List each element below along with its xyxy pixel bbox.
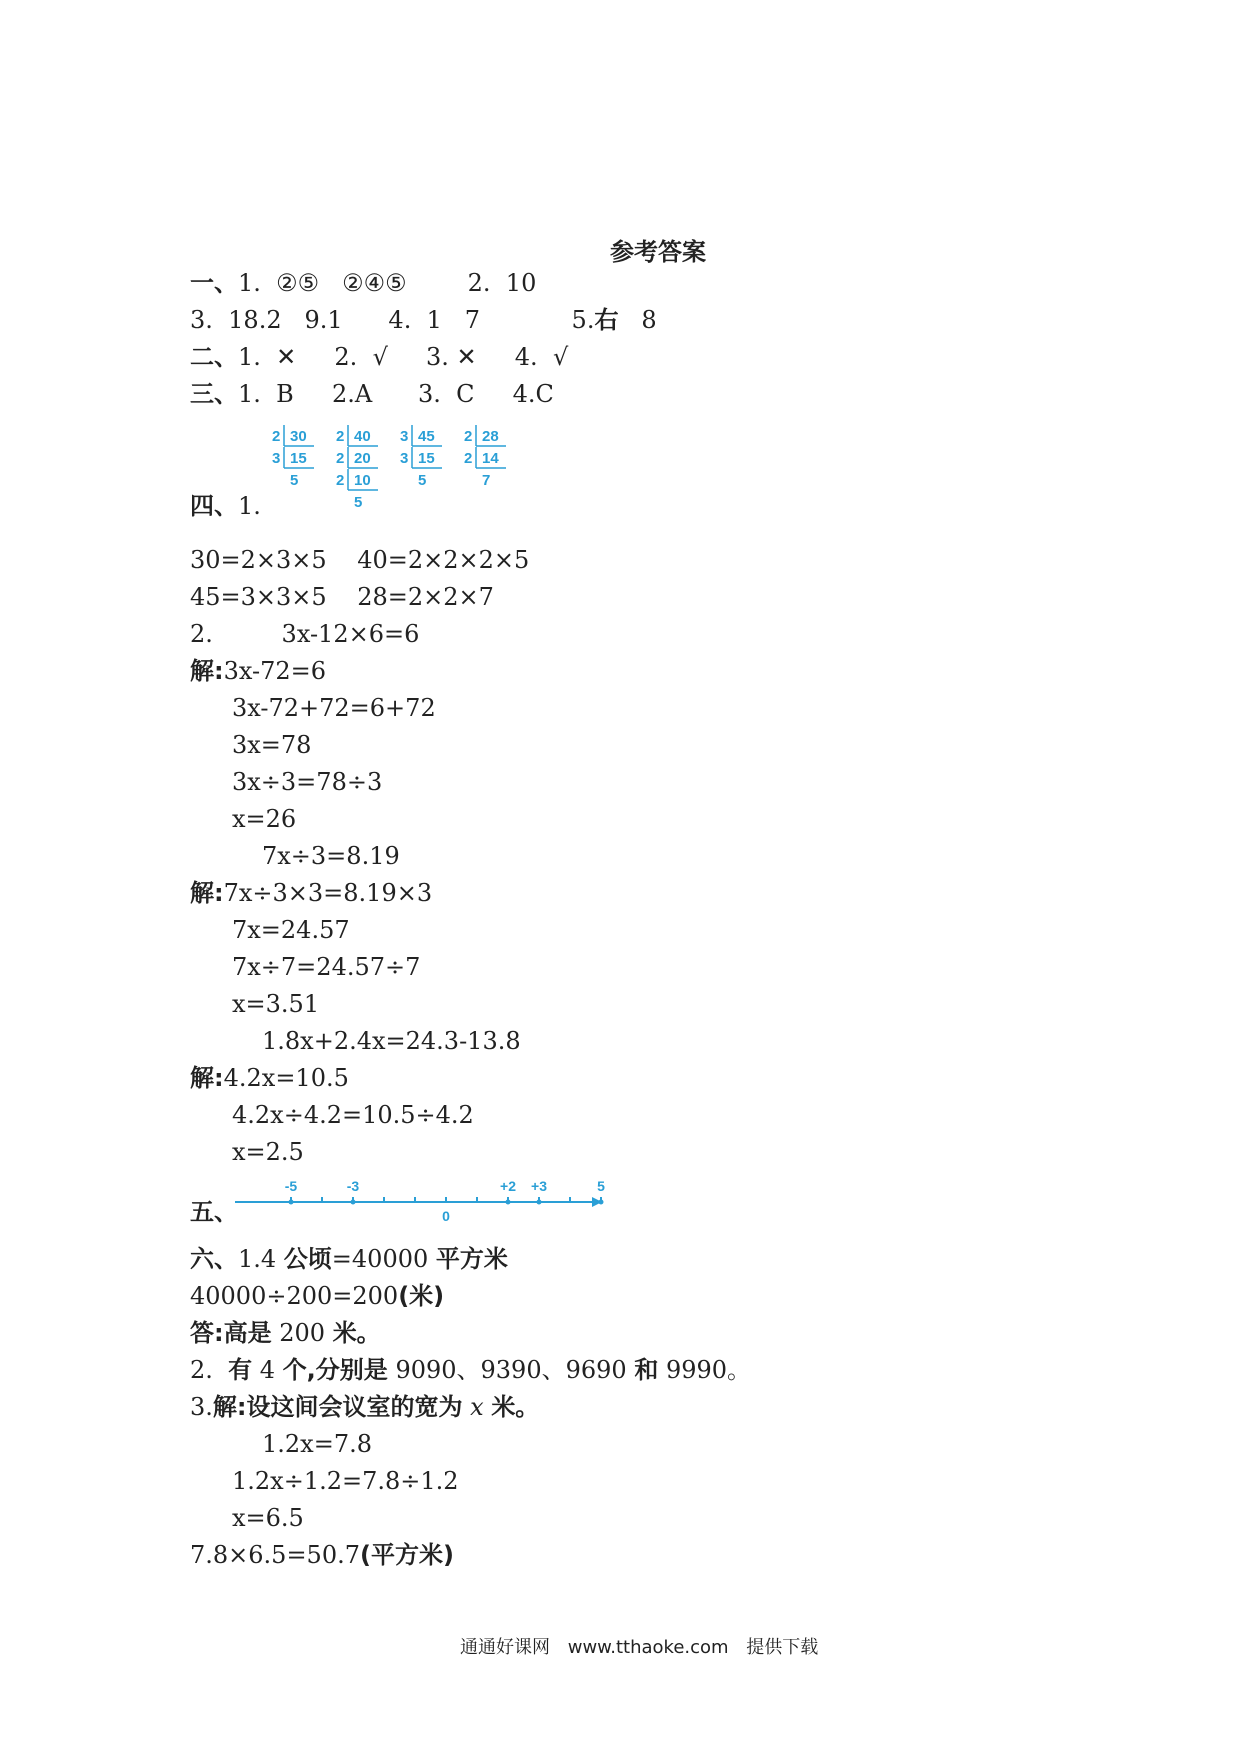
section-1-answer-8: 8 [618, 306, 657, 334]
section-6-line-2 [190, 1281, 444, 1311]
section-6-line-1 [190, 1244, 508, 1274]
divisor-0-0: 2 [272, 428, 281, 445]
t: 和 [634, 1356, 659, 1384]
dividend-3-1: 14 [482, 450, 499, 467]
section-3-answers: 1. B 2.A 3. C 4.C [238, 380, 554, 408]
t: 2. [190, 1356, 229, 1384]
section-1-line-2 [190, 305, 657, 335]
t: 9090、9390、9690 [387, 1356, 635, 1384]
divisor-0-1: 3 [272, 450, 281, 467]
footer-url[interactable]: www.tthaoke.com [567, 1637, 729, 1658]
divisor-2-0: 3 [400, 428, 409, 445]
solve-3-step-1 [190, 1063, 349, 1093]
t: 9990。 [658, 1356, 752, 1384]
section-2-answers: 1. ✕ 2. √ 3. ✕ 4. √ [238, 343, 569, 371]
dividend-1-3: 5 [354, 494, 363, 511]
dividend-2-0: 45 [418, 428, 435, 445]
t: 米。 [332, 1319, 381, 1347]
t: 3. [190, 1393, 213, 1421]
dividend-0-1: 15 [290, 450, 307, 467]
step: 7x÷3×3=8.19×3 [223, 879, 433, 907]
t: (平方米) [360, 1541, 454, 1569]
divisor-3-0: 2 [464, 428, 473, 445]
section-3-label: 三、 [190, 380, 238, 408]
divisor-1-2: 2 [336, 472, 345, 489]
label--5: -5 [284, 1180, 298, 1194]
t: 解:设这间会议室的宽为 [212, 1393, 463, 1421]
section-6-line-6 [190, 1540, 454, 1570]
t: 米。 [491, 1393, 540, 1421]
dividend-2-1: 15 [418, 450, 435, 467]
solve-3-step-2: 4.2x÷4.2=10.5÷4.2 [232, 1101, 474, 1129]
footer-suffix: 提供下载 [746, 1637, 819, 1658]
label-+3: +3 [531, 1180, 547, 1194]
section-6-line-5 [190, 1392, 539, 1422]
point-+3 [537, 1200, 542, 1205]
section-4-q1: 1. [238, 492, 261, 520]
dividend-2-2: 5 [418, 472, 427, 489]
solve-1-step-1 [190, 656, 326, 686]
dividend-1-2: 10 [354, 472, 371, 489]
solve-2-step-4: x=3.51 [232, 990, 320, 1018]
solve-1-step-3: 3x=78 [232, 731, 312, 759]
t: 7.8×6.5=50.7 [190, 1541, 360, 1569]
section-6-eq-1: 1.2x=7.8 [262, 1430, 372, 1458]
solve-3-step-3: x=2.5 [232, 1138, 304, 1166]
number-line [230, 1180, 610, 1240]
solve-label: 解: [190, 1064, 224, 1092]
t: 平方米 [435, 1245, 508, 1273]
section-1-answers-2: 3. 18.2 9.1 4. 1 7 5. [190, 306, 595, 334]
label-0: 0 [442, 1208, 450, 1224]
point--3 [351, 1200, 356, 1205]
section-6-eq-2: 1.2x÷1.2=7.8÷1.2 [232, 1467, 459, 1495]
solve-1-step-2: 3x-72+72=6+72 [232, 694, 436, 722]
solve-label: 解: [190, 879, 224, 907]
section-4-line-1 [190, 491, 261, 521]
label--3: -3 [346, 1180, 360, 1194]
short-division-diagrams [268, 423, 528, 515]
t: 40000÷200=200 [190, 1282, 399, 1310]
equation-3: 1.8x+2.4x=24.3-13.8 [262, 1027, 521, 1055]
solve-2-step-2: 7x=24.57 [232, 916, 350, 944]
solve-1-step-4: 3x÷3=78÷3 [232, 768, 383, 796]
solve-2-step-1 [190, 878, 432, 908]
dividend-3-0: 28 [482, 428, 499, 445]
section-2-line [190, 342, 568, 372]
section-6-line-3 [190, 1318, 381, 1348]
point--5 [289, 1200, 294, 1205]
divisor-3-1: 2 [464, 450, 473, 467]
t: x [462, 1393, 492, 1421]
t: (米) [398, 1282, 445, 1310]
section-5-label: 五、 [190, 1198, 238, 1226]
solve-1-step-5: x=26 [232, 805, 297, 833]
section-6-eq-3: x=6.5 [232, 1504, 304, 1532]
footer [460, 1633, 830, 1659]
factor-line-1: 30=2×3×5 40=2×2×2×5 [190, 546, 530, 574]
t: =40000 [331, 1245, 436, 1273]
dividend-1-1: 20 [354, 450, 371, 467]
section-3-line [190, 379, 554, 409]
section-1-label: 一、 [190, 269, 238, 297]
t: 公顷 [283, 1245, 332, 1273]
section-1-answers: 1. ②⑤ ②④⑤ 2. 10 [238, 269, 537, 297]
section-2-label: 二、 [190, 343, 238, 371]
section-6-label: 六、 [190, 1245, 238, 1273]
equation-1: 2. 3x-12×6=6 [190, 620, 420, 648]
point-+2 [506, 1200, 511, 1205]
section-1-right: 右 [594, 306, 619, 334]
t: 个,分别是 [282, 1356, 388, 1384]
solve-2-step-3: 7x÷7=24.57÷7 [232, 953, 421, 981]
divisor-2-1: 3 [400, 450, 409, 467]
dividend-3-2: 7 [482, 472, 491, 489]
section-6-line-4 [190, 1355, 751, 1385]
t: 4 [252, 1356, 283, 1384]
footer-site: 通通好课网 [460, 1637, 550, 1658]
step: 4.2x=10.5 [223, 1064, 349, 1092]
equation-2: 7x÷3=8.19 [262, 842, 400, 870]
point-5 [599, 1200, 604, 1205]
t: 200 [271, 1319, 333, 1347]
divisor-1-0: 2 [336, 428, 345, 445]
dividend-1-0: 40 [354, 428, 371, 445]
section-4-label: 四、 [190, 492, 238, 520]
t: 1.4 [238, 1245, 284, 1273]
t: 答:高是 [190, 1319, 272, 1347]
dividend-0-2: 5 [290, 472, 299, 489]
label-+2: +2 [500, 1180, 516, 1194]
step: 3x-72=6 [223, 657, 327, 685]
divisor-1-1: 2 [336, 450, 345, 467]
dividend-0-0: 30 [290, 428, 307, 445]
factor-line-2: 45=3×3×5 28=2×2×7 [190, 583, 494, 611]
section-1-line-1 [190, 268, 536, 298]
page-title: 参考答案 [610, 238, 706, 266]
solve-label: 解: [190, 657, 224, 685]
label-5: 5 [597, 1180, 605, 1194]
t: 有 [228, 1356, 253, 1384]
